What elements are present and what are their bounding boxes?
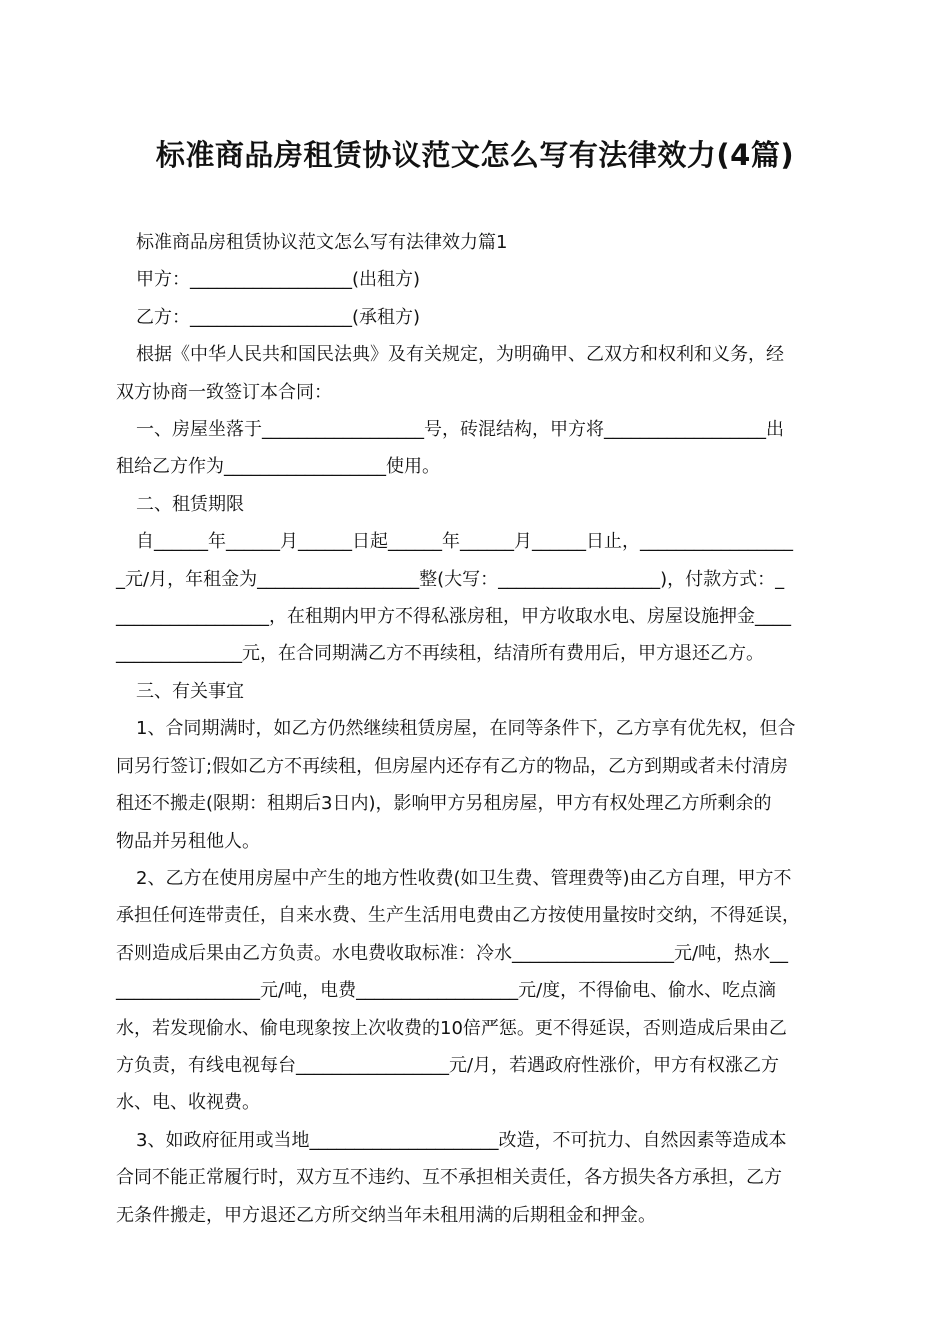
clause-line: 物品并另租他人。 xyxy=(116,830,260,852)
clause-line: 水、电、收视费。 xyxy=(116,1092,260,1114)
clause-line: 同另行签订;假如乙方不再续租，但房屋内还存有乙方的物品，乙方到期或者未付清房 xyxy=(116,755,789,777)
clause-line: 一、房屋坐落于__________________号，砖混结构，甲方将__________________出 xyxy=(136,419,784,441)
document-title: 标准商品房租赁协议范文怎么写有法律效力(4篇) xyxy=(155,138,795,172)
party-b-line: 乙方：__________________(承租方) xyxy=(136,306,421,328)
clause-heading: 三、有关事宜 xyxy=(136,680,244,702)
clause-line: ______________元，在合同期满乙方不再续租，结清所有费用后，甲方退还乙方。 xyxy=(116,643,764,665)
clause-line: 合同不能正常履行时，双方互不违约、互不承担相关责任，各方损失各方承担，乙方 xyxy=(116,1167,782,1189)
clause-line: _________________，在租期内甲方不得私涨房租，甲方收取水电、房屋设施押金____ xyxy=(116,606,791,628)
clause-line: ________________元/吨，电费__________________元/度，不得偷电、偷水、吃点滴 xyxy=(116,980,777,1002)
clause-line: 自______年______月______日起______年______月______日止，_________________ xyxy=(136,531,793,553)
paragraph-line: 双方协商一致签订本合同： xyxy=(116,381,332,403)
clause-line: 2、乙方在使用房屋中产生的地方性收费(如卫生费、管理费等)由乙方自理，甲方不 xyxy=(136,867,792,889)
clause-heading: 二、租赁期限 xyxy=(136,493,244,515)
clause-line: 无条件搬走，甲方退还乙方所交纳当年未租用满的后期租金和押金。 xyxy=(116,1204,656,1226)
section-heading: 标准商品房租赁协议范文怎么写有法律效力篇1 xyxy=(136,232,508,253)
clause-line: 3、如政府征用或当地_____________________改造，不可抗力、自然因素等造成本 xyxy=(136,1129,787,1151)
clause-line: 承担任何连带责任，自来水费、生产生活用电费由乙方按使用量按时交纳，不得延误， xyxy=(116,905,800,927)
clause-line: 方负责，有线电视每台_________________元/月，若遇政府性涨价，甲方有权涨乙方 xyxy=(116,1054,780,1076)
party-a-line: 甲方：__________________(出租方) xyxy=(136,269,421,291)
document-body xyxy=(116,224,838,1234)
paragraph-line: 根据《中华人民共和国民法典》及有关规定，为明确甲、乙双方和权利和义务，经 xyxy=(136,344,784,366)
clause-line: 租给乙方作为__________________使用。 xyxy=(116,456,440,478)
clause-line: 否则造成后果由乙方负责。水电费收取标准：冷水__________________元/吨，热水__ xyxy=(116,942,789,964)
clause-line: _元/月，年租金为__________________整(大写：__________________)，付款方式：_ xyxy=(116,568,785,590)
clause-line: 1、合同期满时，如乙方仍然继续租赁房屋，在同等条件下，乙方享有优先权，但合 xyxy=(136,718,796,740)
clause-line: 水，若发现偷水、偷电现象按上次收费的10倍严惩。更不得延误，否则造成后果由乙 xyxy=(116,1017,787,1039)
clause-line: 租还不搬走(限期：租期后3日内)，影响甲方另租房屋，甲方有权处理乙方所剩余的 xyxy=(116,793,772,815)
